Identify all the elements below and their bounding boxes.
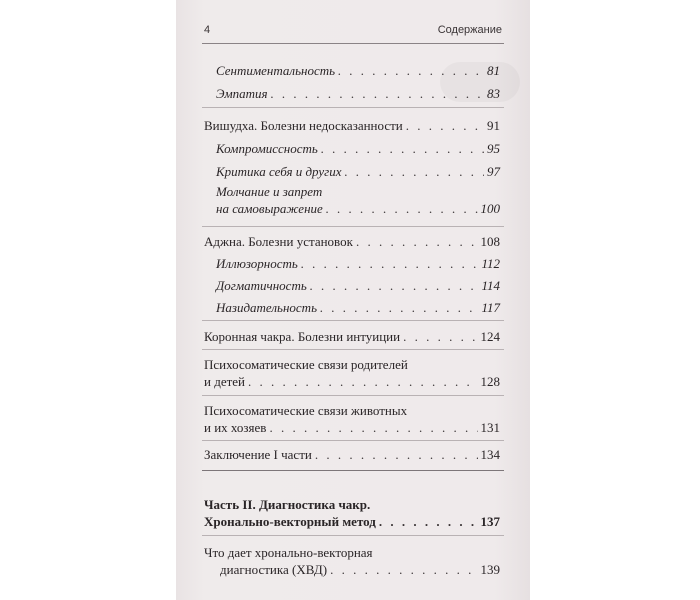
toc-entry-page: 91 xyxy=(487,118,500,133)
leader-dots xyxy=(269,419,477,436)
toc-entry-title-line2: и детей xyxy=(204,374,245,389)
leader-dots xyxy=(321,140,484,157)
toc-entry-parents xyxy=(176,356,530,390)
header-rule xyxy=(202,43,504,44)
toc-entry-title-line1: Молчание и запрет xyxy=(216,184,323,199)
section-title: Содержание xyxy=(437,24,502,36)
toc-entry-title: Эмпатия xyxy=(216,86,268,101)
toc-entry-title-line1: Психосоматические связи животных xyxy=(204,403,408,418)
toc-entry-title-line2: Хронально-векторный метод xyxy=(204,514,376,529)
divider xyxy=(202,470,504,471)
leader-dots xyxy=(271,85,484,102)
toc-entry-page: 139 xyxy=(480,562,500,577)
toc-entry-page: 137 xyxy=(480,514,500,529)
toc-entry-page: 81 xyxy=(487,63,500,78)
toc-entry-page: 134 xyxy=(480,447,500,462)
toc-entry-vishudha xyxy=(176,117,530,134)
toc-entry-page: 95 xyxy=(487,141,500,156)
divider xyxy=(202,226,504,227)
leader-dots xyxy=(379,513,478,530)
toc-entry-title: Догматичность xyxy=(216,278,307,293)
leader-dots xyxy=(338,62,484,79)
toc-entry-title-line1: Психосоматические связи родителей xyxy=(204,357,408,372)
leader-dots xyxy=(301,255,479,272)
toc-entry-page: 112 xyxy=(481,256,500,271)
toc-entry-title-line2: и их хозяев xyxy=(204,420,267,435)
toc-entry-page: 97 xyxy=(487,164,500,179)
divider xyxy=(202,349,504,350)
leader-dots xyxy=(320,299,478,316)
toc-entry-page: 100 xyxy=(480,201,500,216)
toc-entry-criticism xyxy=(176,163,530,180)
toc-entry-part2 xyxy=(176,496,530,530)
toc-entry-title: Заключение I части xyxy=(204,447,312,462)
running-head xyxy=(176,24,530,40)
page-number: 4 xyxy=(204,24,211,36)
toc-entry-title: Сентиментальность xyxy=(216,63,336,78)
toc-entry-title: Аджна. Болезни установок xyxy=(204,234,353,249)
toc-entry-crown xyxy=(176,328,530,345)
divider xyxy=(202,107,504,108)
toc-entry-sentimentality xyxy=(176,62,530,79)
toc-entry-title: Вишудха. Болезни недосказанности xyxy=(204,118,403,133)
toc-entry-title: Коронная чакра. Болезни интуиции xyxy=(204,329,401,344)
leader-dots xyxy=(345,163,485,180)
toc-entry-page: 131 xyxy=(480,420,500,435)
toc-entry-page: 128 xyxy=(480,374,500,389)
book-page xyxy=(176,0,530,600)
toc-entry-illusory xyxy=(176,255,530,272)
leader-dots xyxy=(326,200,478,217)
toc-entry-page: 108 xyxy=(480,234,500,249)
toc-entry-title-line2: диагностика (ХВД) xyxy=(220,562,328,577)
toc-entry-title: Критика себя и других xyxy=(216,164,342,179)
toc-entry-page: 83 xyxy=(487,86,500,101)
toc-entry-compromise xyxy=(176,140,530,157)
leader-dots xyxy=(403,328,477,345)
toc-entry-title-line1: Что дает хронально-векторная xyxy=(204,545,373,560)
toc-entry-hvd xyxy=(176,544,530,578)
toc-entry-title: Компромиссность xyxy=(216,141,318,156)
toc-entry-title: Назидательность xyxy=(216,300,317,315)
divider xyxy=(202,320,504,321)
divider xyxy=(202,440,504,441)
toc-entry-page: 114 xyxy=(481,278,500,293)
toc-entry-dogmatism xyxy=(176,277,530,294)
toc-entry-conclusion xyxy=(176,446,530,463)
leader-dots xyxy=(406,117,484,134)
leader-dots xyxy=(310,277,479,294)
leader-dots xyxy=(248,373,478,390)
divider xyxy=(202,395,504,396)
toc-entry-title-line2: на самовыражение xyxy=(216,201,323,216)
leader-dots xyxy=(315,446,478,463)
toc-entry-title: Иллюзорность xyxy=(216,256,298,271)
toc-entry-animals xyxy=(176,402,530,436)
toc-entry-title-line1: Часть II. Диагностика чакр. xyxy=(204,497,371,512)
toc-entry-empathy xyxy=(176,85,530,102)
leader-dots xyxy=(356,233,478,250)
leader-dots xyxy=(330,561,477,578)
toc-entry-silence xyxy=(176,183,530,217)
toc-entry-page: 124 xyxy=(480,329,500,344)
toc-entry-page: 117 xyxy=(481,300,500,315)
divider xyxy=(202,535,504,536)
toc-entry-didactic xyxy=(176,299,530,316)
toc-entry-ajna xyxy=(176,233,530,250)
